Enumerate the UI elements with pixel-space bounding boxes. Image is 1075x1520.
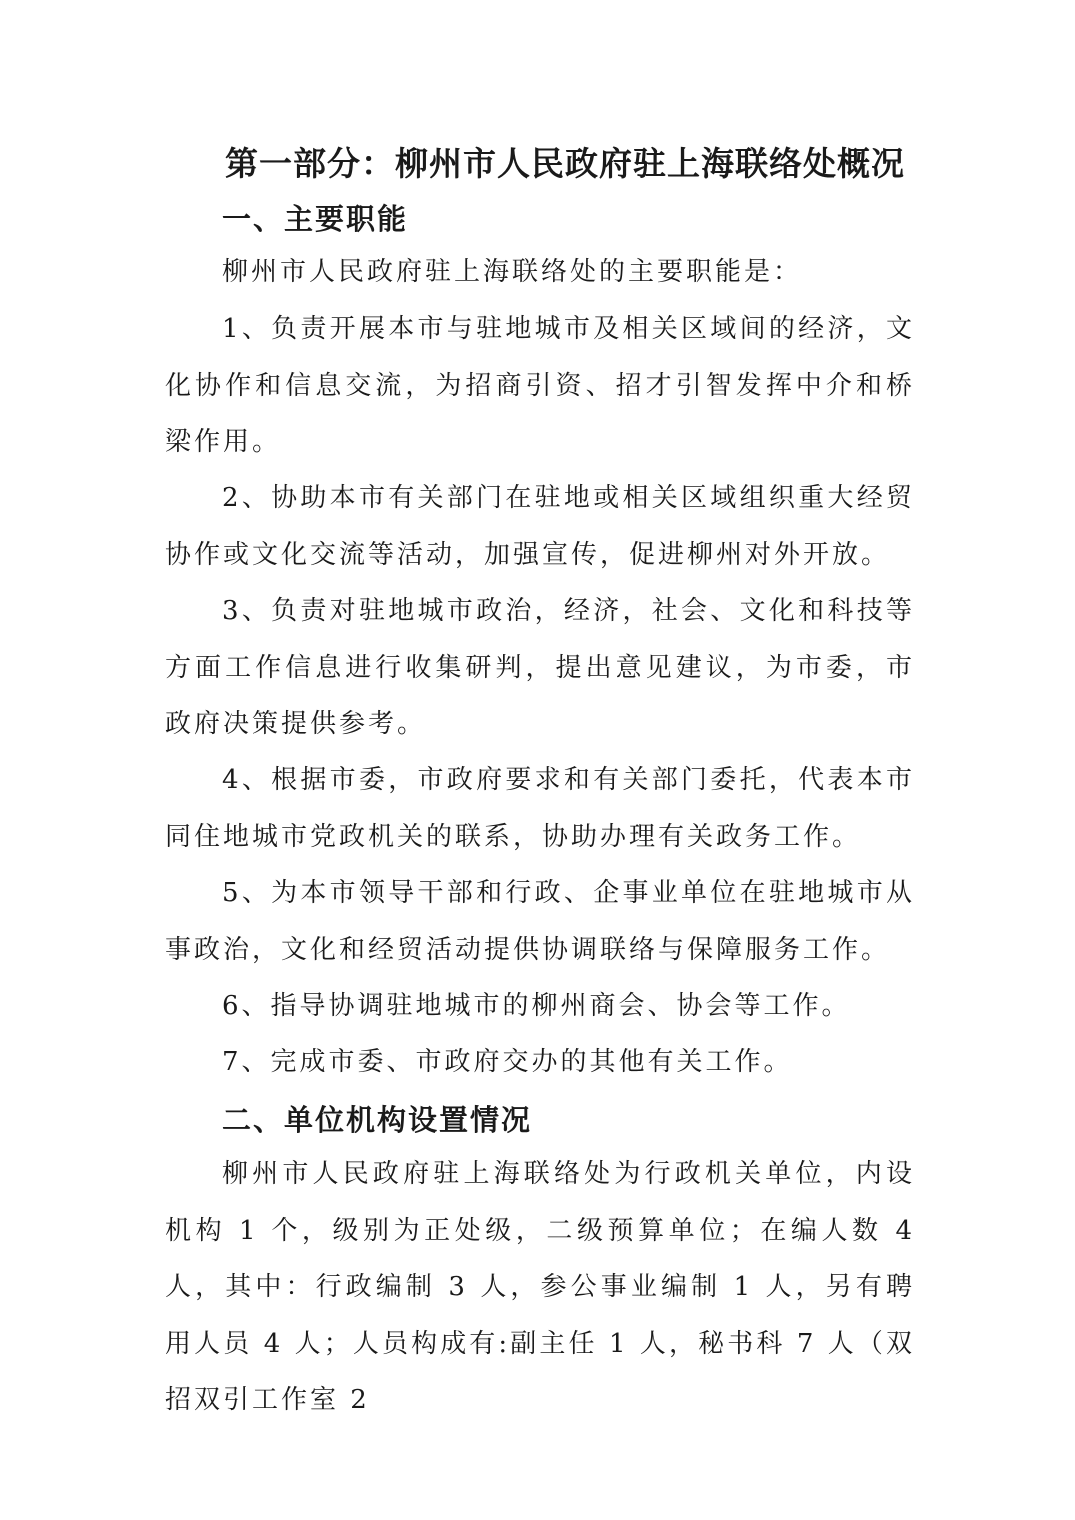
section-heading-main-functions: 一、主要职能 bbox=[222, 202, 409, 236]
function-item-1: 1、负责开展本市与驻地城市及相关区域间的经济，文化协作和信息交流，为招商引资、招才引智发挥中介和桥梁作用。 bbox=[165, 314, 915, 457]
organization-paragraph: 柳州市人民政府驻上海联络处为行政机关单位，内设机构 1 个，级别为正处级，二级预算单位；在编人数 4 人，其中：行政编制 3 人，参公事业编制 1 人，另有聘用人员 4 人；人员构成有:副主任 1 人，秘书科 7 人（双招双引工作室 2 bbox=[165, 1159, 915, 1415]
function-item-4: 4、根据市委，市政府要求和有关部门委托，代表本市同住地城市党政机关的联系，协助办理有关政务工作。 bbox=[165, 765, 915, 852]
function-item-3: 3、负责对驻地城市政治，经济，社会、文化和科技等方面工作信息进行收集研判，提出意见建议，为市委，市政府决策提供参考。 bbox=[165, 596, 915, 739]
function-item-5: 5、为本市领导干部和行政、企事业单位在驻地城市从事政治，文化和经贸活动提供协调联络与保障服务工作。 bbox=[165, 878, 915, 965]
function-item-7: 7、完成市委、市政府交办的其他有关工作。 bbox=[222, 1047, 793, 1077]
section-intro-paragraph: 柳州市人民政府驻上海联络处的主要职能是： bbox=[222, 257, 803, 287]
function-item-6: 6、指导协调驻地城市的柳州商会、协会等工作。 bbox=[222, 991, 851, 1021]
section-heading-organization: 二、单位机构设置情况 bbox=[222, 1103, 533, 1137]
page-title: 第一部分：柳州市人民政府驻上海联络处概况 bbox=[225, 144, 905, 183]
function-item-2: 2、协助本市有关部门在驻地或相关区域组织重大经贸协作或文化交流等活动，加强宣传，促进柳州对外开放。 bbox=[165, 483, 915, 570]
